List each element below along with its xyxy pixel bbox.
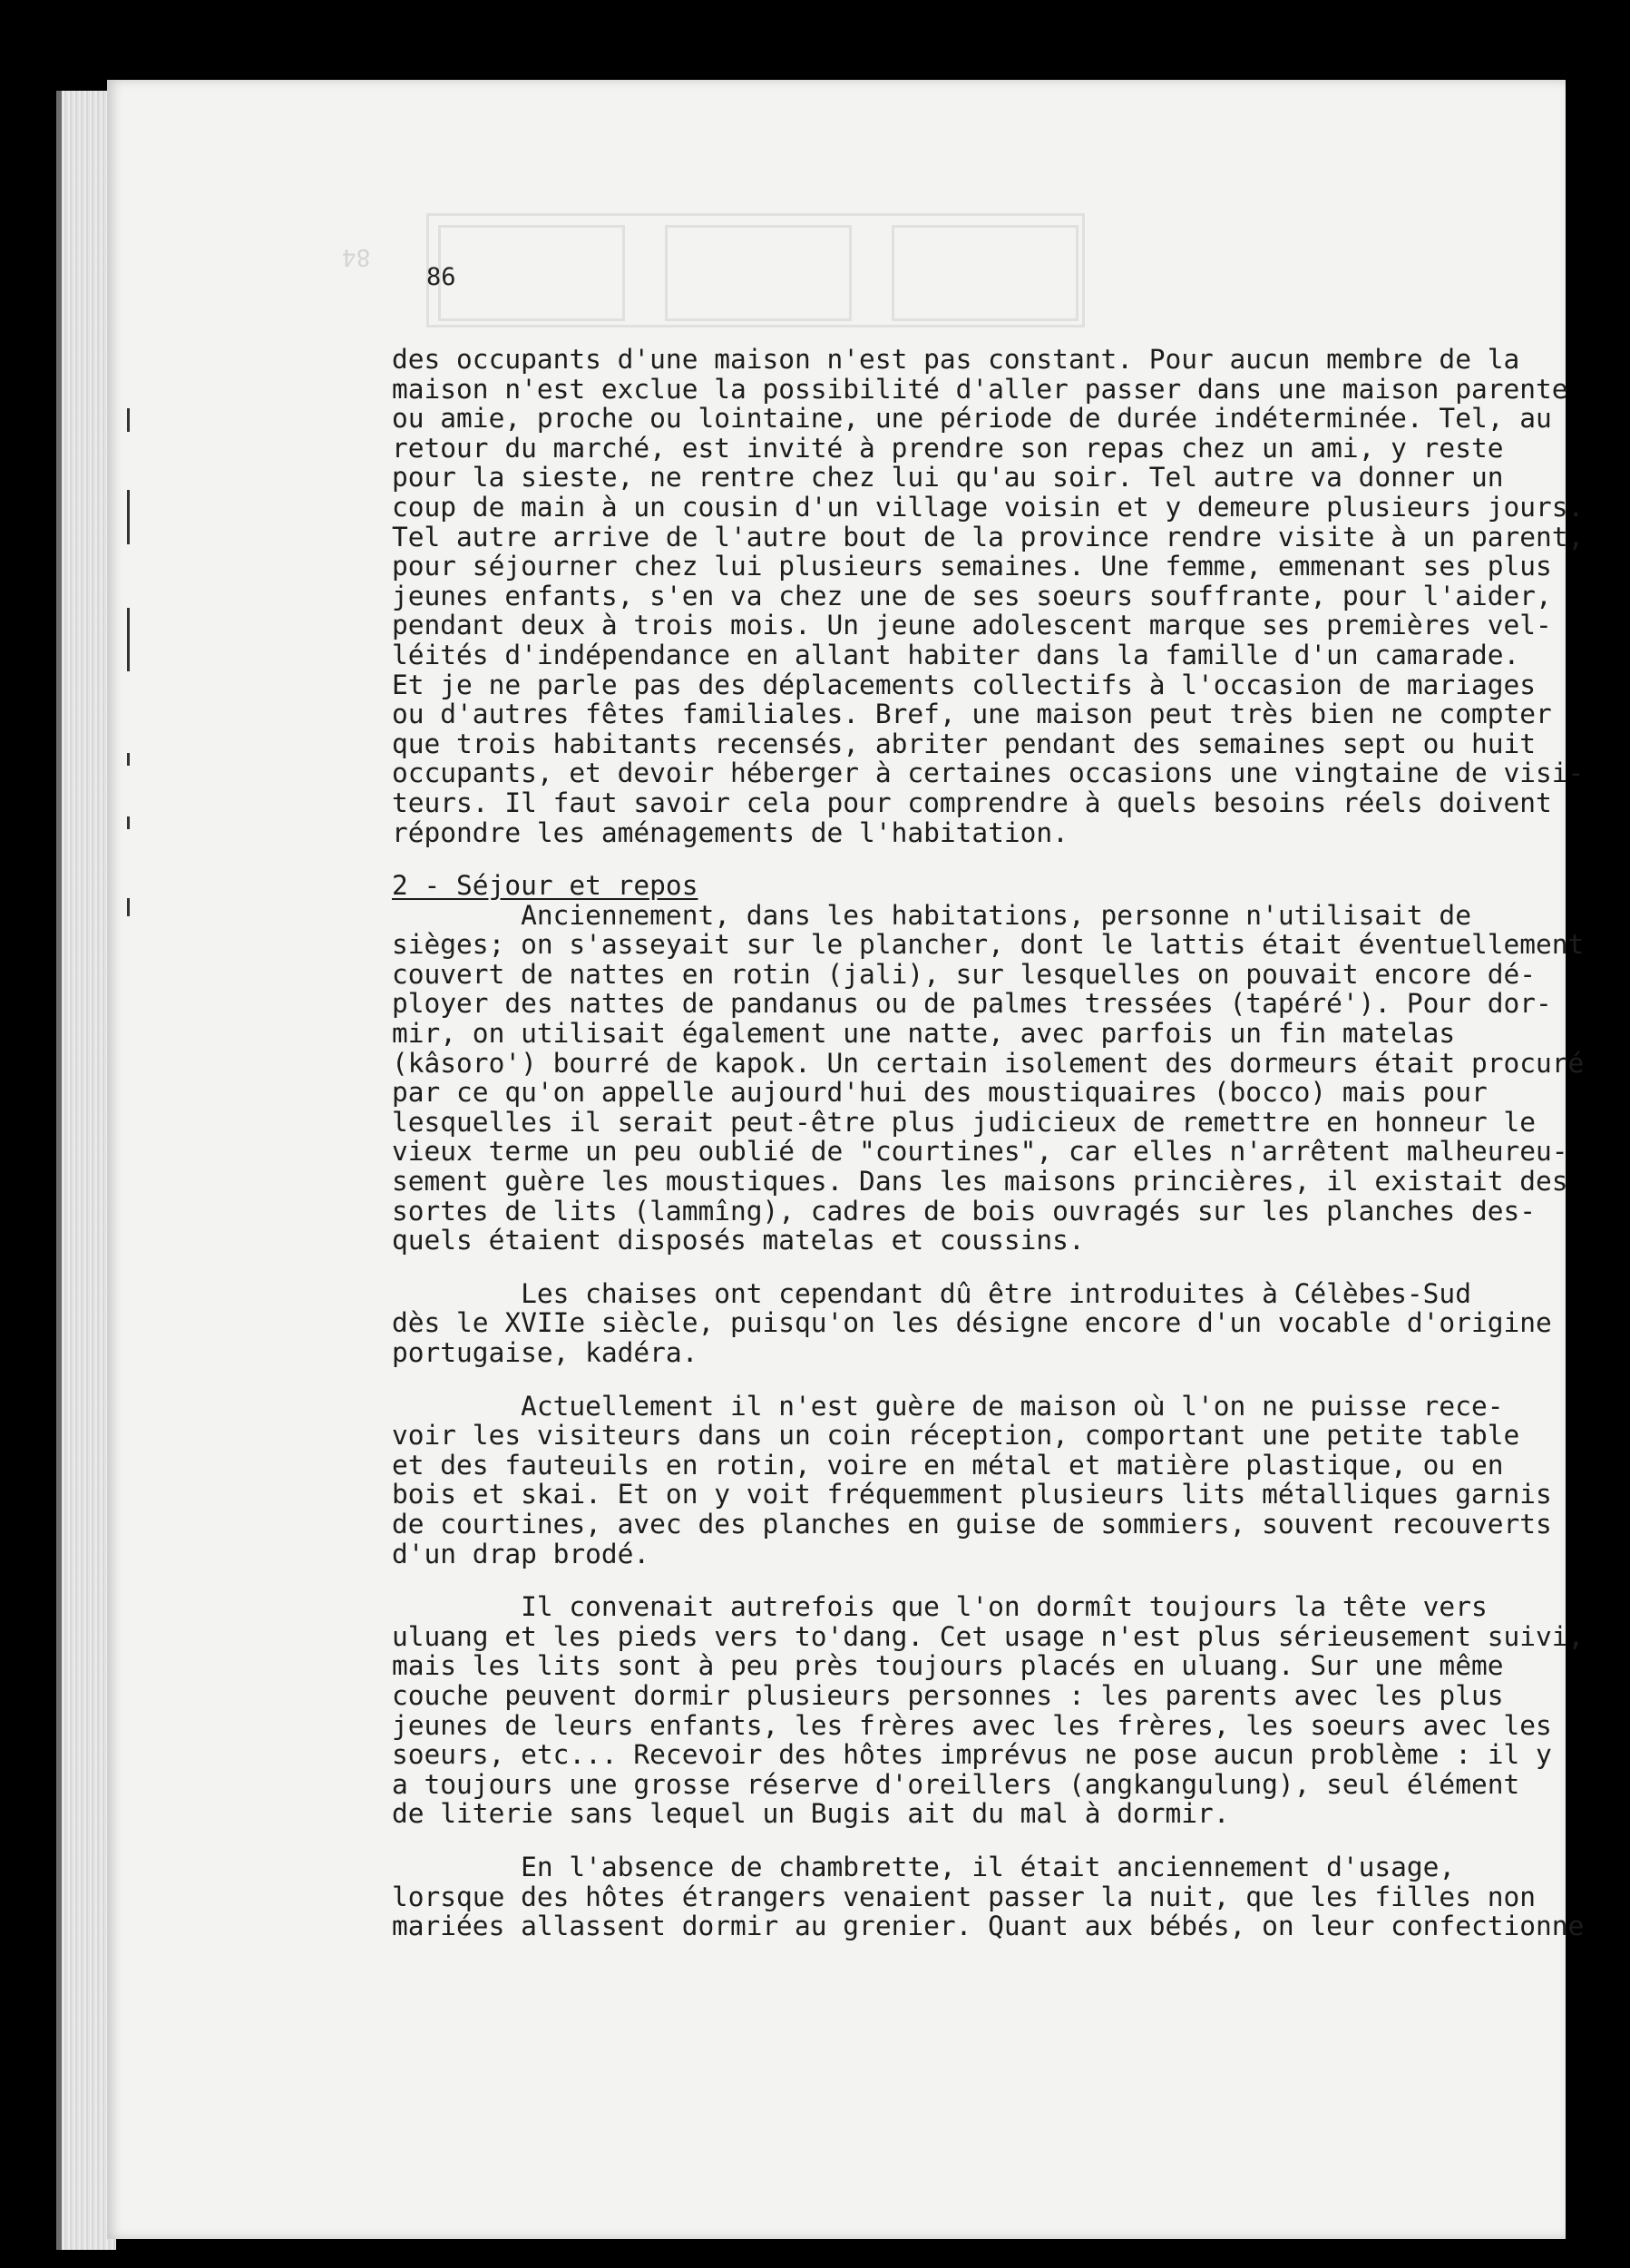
text-line: mariées allassent dormir au grenier. Quant aux bébés, on leur confectionne (392, 1911, 1585, 1942)
text-line: maison n'est exclue la possibilité d'aller passer dans une maison parente (392, 373, 1568, 405)
margin-marks (127, 390, 140, 1025)
text-line: teurs. Il faut savoir cela pour comprendre à quels besoins réels doivent (392, 787, 1552, 818)
text-line: ou amie, proche ou lointaine, une période de durée indéterminée. Tel, au (392, 403, 1552, 435)
text-line: Il convenait autrefois que l'on dormît toujours la tête vers (392, 1591, 1488, 1623)
text-line: couche peuvent dormir plusieurs personnes : les parents avec les plus (392, 1679, 1504, 1711)
paragraph (392, 1277, 1552, 1368)
text-line: Anciennement, dans les habitations, personne n'utilisait de (392, 899, 1471, 931)
text-line: ployer des nattes de pandanus ou de palmes tressées (tapéré'). Pour dor- (392, 988, 1552, 1020)
text-line: soeurs, etc... Recevoir des hôtes imprévus ne pose aucun problème : il y (392, 1739, 1552, 1771)
body-text (392, 344, 1585, 1942)
text-line: que trois habitants recensés, abriter pendant des semaines sept ou huit (392, 728, 1536, 759)
text-line: voir les visiteurs dans un coin réception, comportant une petite table (392, 1420, 1520, 1452)
text-line: sortes de lits (lammîng), cadres de bois ouvragés sur les planches des- (392, 1195, 1536, 1227)
text-line: d'un drap brodé. (392, 1538, 650, 1569)
text-line: sièges; on s'asseyait sur le plancher, dont le lattis était éventuellement (392, 929, 1585, 961)
text-line: Les chaises ont cependant dû être introduites à Célèbes-Sud (392, 1277, 1471, 1309)
text-line: portugaise, kadéra. (392, 1337, 698, 1368)
text-line: des occupants d'une maison n'est pas constant. Pour aucun membre de la (392, 344, 1520, 375)
text-line: jeunes enfants, s'en va chez une de ses soeurs souffrante, pour l'aider, (392, 580, 1552, 611)
text-line: sement guère les moustiques. Dans les maisons princières, il existait des (392, 1166, 1568, 1198)
page-number: 86 (426, 263, 456, 291)
text-line: Actuellement il n'est guère de maison où l'on ne puisse rece- (392, 1390, 1504, 1422)
text-line: bois et skai. Et on y voit fréquemment plusieurs lits métalliques garnis (392, 1479, 1552, 1510)
show-through-ornament (426, 213, 1085, 327)
text-line: vieux terme un peu oublié de "courtines", car elles n'arrêtent malheureu- (392, 1136, 1568, 1168)
paragraph (392, 1591, 1585, 1830)
text-line: mir, on utilisait également une natte, avec parfois un fin matelas (392, 1018, 1456, 1050)
section-heading: 2 - Séjour et repos (392, 870, 698, 902)
text-line: En l'absence de chambrette, il était anciennement d'usage, (392, 1851, 1456, 1882)
text-line: coup de main à un cousin d'un village voisin et y demeure plusieurs jours. (392, 491, 1585, 523)
text-line: couvert de nattes en rotin (jali), sur lesquelles on pouvait encore dé- (392, 958, 1536, 990)
text-line: mais les lits sont à peu près toujours placés en uluang. Sur une même (392, 1650, 1504, 1682)
text-line: et des fauteuils en rotin, voire en métal et matière plastique, ou en (392, 1449, 1504, 1481)
text-line: de literie sans lequel un Bugis ait du mal à dormir. (392, 1798, 1230, 1830)
text-line: jeunes de leurs enfants, les frères avec les frères, les soeurs avec les (392, 1709, 1552, 1741)
text-line: léités d'indépendance en allant habiter dans la famille d'un camarade. (392, 639, 1520, 670)
text-line: Et je ne parle pas des déplacements collectifs à l'occasion de mariages (392, 669, 1536, 700)
text-line: pour la sieste, ne rentre chez lui qu'au soir. Tel autre va donner un (392, 462, 1504, 494)
text-line: pendant deux à trois mois. Un jeune adolescent marque ses premières vel- (392, 610, 1552, 641)
paragraph (392, 1851, 1585, 1942)
text-line: retour du marché, est invité à prendre son repas chez un ami, y reste (392, 432, 1504, 464)
text-line: de courtines, avec des planches en guise de sommiers, souvent recouverts (392, 1508, 1552, 1540)
text-line: ou d'autres fêtes familiales. Bref, une maison peut très bien ne compter (392, 699, 1552, 730)
paragraph (392, 899, 1585, 1256)
text-line: uluang et les pieds vers to'dang. Cet usage n'est plus sérieusement suivi, (392, 1620, 1585, 1652)
text-line: dès le XVIIe siècle, puisqu'on les désigne encore d'un vocable d'origine (392, 1307, 1552, 1339)
text-line: répondre les aménagements de l'habitation. (392, 816, 1069, 848)
paragraph (392, 344, 1585, 848)
text-line: Tel autre arrive de l'autre bout de la province rendre visite à un parent, (392, 521, 1585, 552)
text-line: lorsque des hôtes étrangers venaient passer la nuit, que les filles non (392, 1881, 1536, 1912)
text-line: a toujours une grosse réserve d'oreillers (angkangulung), seul élément (392, 1768, 1520, 1800)
text-line: quels étaient disposés matelas et coussins. (392, 1225, 1085, 1256)
text-line: par ce qu'on appelle aujourd'hui des moustiquaires (bocco) mais pour (392, 1077, 1488, 1109)
paragraph (392, 1390, 1552, 1569)
text-line: (kâsoro') bourré de kapok. Un certain isolement des dormeurs était procuré (392, 1047, 1585, 1079)
text-line: lesquelles il serait peut-être plus judicieux de remettre en honneur le (392, 1106, 1536, 1138)
show-through-page-number: 84 (342, 243, 371, 270)
text-line: pour séjourner chez lui plusieurs semaines. Une femme, emmenant ses plus (392, 551, 1552, 582)
text-line: occupants, et devoir héberger à certaines occasions une vingtaine de visi- (392, 758, 1585, 789)
